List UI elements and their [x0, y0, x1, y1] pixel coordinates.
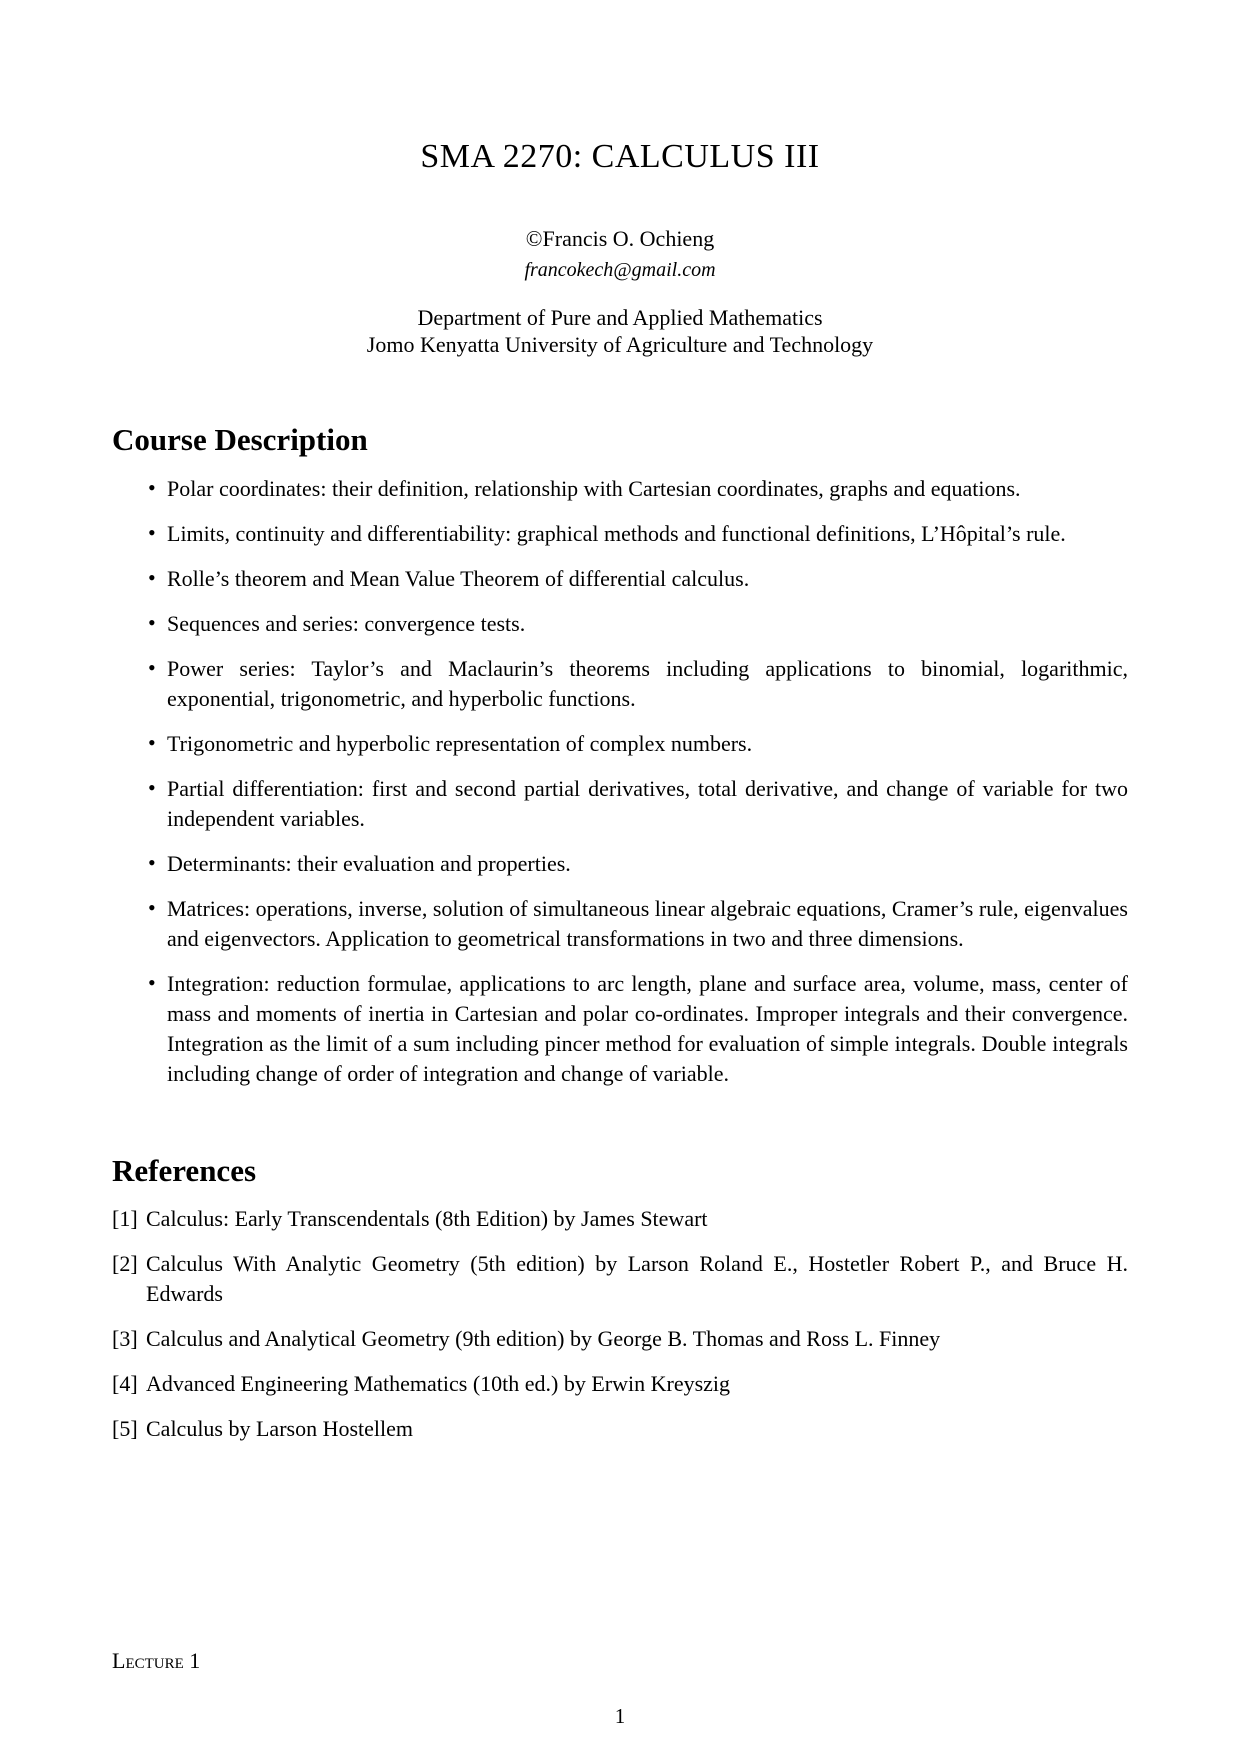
bullet-text: Polar coordinates: their definition, relationship with Cartesian coordinates, graphs and equations. [167, 476, 1021, 501]
reference-item [112, 1369, 1128, 1399]
list-item [167, 609, 1128, 639]
reference-text: Calculus With Analytic Geometry (5th edition) by Larson Roland E., Hostetler Robert P., and Bruce H. Edwards [146, 1251, 1128, 1306]
reference-text: Calculus by Larson Hostellem [146, 1416, 414, 1441]
author-email: francokech@gmail.com [524, 259, 716, 281]
page-content [0, 138, 1240, 1444]
references-list [112, 1204, 1128, 1444]
bullet-text: Sequences and series: convergence tests. [167, 611, 526, 636]
affiliation-university: Jomo Kenyatta University of Agriculture and Technology [366, 332, 874, 357]
list-item [167, 969, 1128, 1089]
reference-item [112, 1414, 1128, 1444]
course-description-heading: Course Description [112, 422, 368, 457]
bullet-text: Trigonometric and hyperbolic representation of complex numbers. [167, 731, 753, 756]
reference-text: Advanced Engineering Mathematics (10th ed.) by Erwin Kreyszig [146, 1371, 731, 1396]
lecture-label: Lecture 1 [112, 1648, 201, 1673]
reference-text: Calculus and Analytical Geometry (9th edition) by George B. Thomas and Ross L. Finney [146, 1326, 941, 1351]
author-name: ©Francis O. Ochieng [525, 226, 715, 251]
list-item [167, 474, 1128, 504]
bullet-text: Partial differentiation: first and second partial derivatives, total derivative, and change of variable for two independent variables. [167, 776, 1128, 831]
course-description-list [112, 474, 1128, 1089]
list-item [167, 729, 1128, 759]
bullet-text: Determinants: their evaluation and properties. [167, 851, 571, 876]
reference-label: [2] [112, 1251, 138, 1276]
list-item [167, 564, 1128, 594]
bullet-text: Integration: reduction formulae, applications to arc length, plane and surface area, volume, mass, center of mass and moments of inertia in Cartesian and polar co-ordinates. Improper integrals and their convergence. Integration as the limit of a sum including pincer method for evaluation of simple integrals. Double integrals including change of order of integration and change of variable. [167, 971, 1128, 1086]
list-item [167, 654, 1128, 714]
list-item [167, 894, 1128, 954]
bullet-text: Power series: Taylor’s and Maclaurin’s theorems including applications to binomial, logarithmic, exponential, trigonometric, and hyperbolic functions. [167, 656, 1128, 711]
bullet-text: Limits, continuity and differentiability: graphical methods and functional definitions, L’Hôpital’s rule. [167, 521, 1066, 546]
affiliation-block [112, 304, 1128, 358]
references-heading: References [112, 1153, 257, 1188]
reference-label: [3] [112, 1326, 138, 1351]
reference-item [112, 1324, 1128, 1354]
list-item [167, 519, 1128, 549]
affiliation-department: Department of Pure and Applied Mathematics [417, 305, 823, 330]
bullet-text: Rolle’s theorem and Mean Value Theorem of differential calculus. [167, 566, 750, 591]
reference-label: [5] [112, 1416, 138, 1441]
reference-item [112, 1249, 1128, 1309]
bullet-text: Matrices: operations, inverse, solution of simultaneous linear algebraic equations, Cramer’s rule, eigenvalues and eigenvectors. Application to geometrical transformations in two and three dimensions. [167, 896, 1128, 951]
reference-text: Calculus: Early Transcendentals (8th Edition) by James Stewart [146, 1206, 708, 1231]
page-title: SMA 2270: CALCULUS III [420, 138, 820, 175]
list-item [167, 849, 1128, 879]
page-number: 1 [614, 1704, 626, 1728]
reference-label: [1] [112, 1206, 138, 1231]
reference-item [112, 1204, 1128, 1234]
reference-label: [4] [112, 1371, 138, 1396]
list-item [167, 774, 1128, 834]
